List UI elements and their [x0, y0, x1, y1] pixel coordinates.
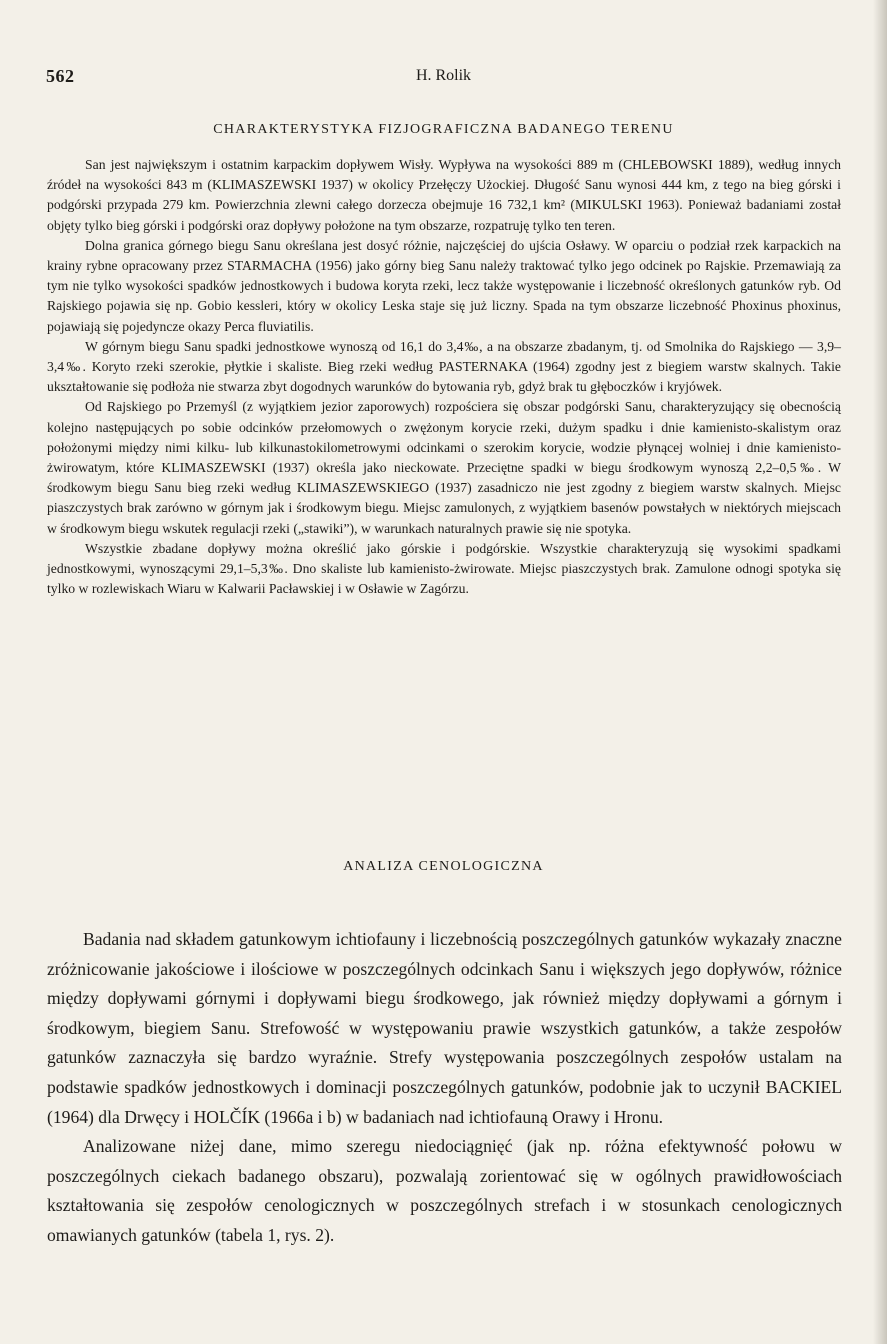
paragraph: Wszystkie zbadane dopływy można określić jako górskie i podgórskie. Wszystkie charakteryzują się wysokimi spadkami jednostkowymi, wynoszącymi 29,1–5,3‰. Dno skaliste lub kamienisto-żwirowate. Miejsc piaszczystych brak. Zamulone odnogi spotyka się tylko w rozlewiskach Wiaru w Kalwarii Pacławskiej i w Osławie w Zagórzu. [47, 540, 841, 597]
page-edge-shadow [873, 0, 887, 1344]
section-title-physiography: CHARAKTERYSTYKA FIZJOGRAFICZNA BADANEGO TERENU [213, 122, 674, 137]
page-number: 562 [46, 66, 75, 86]
paragraph: Badania nad składem gatunkowym ichtiofauny i liczebnością poszczególnych gatunków wykazały znaczne zróżnicowanie jakościowe i ilościowe w poszczególnych odcinkach Sanu i większych jego dopływów, różnice między dopływami górnymi i dopływami biegu środkowego, jak również między dopływami a górnym i środkowym, biegiem Sanu. Strefowość w występowaniu prawie wszystkich gatunków, a także zespołów gatunków zaznaczyła się bardzo wyraźnie. Strefy występowania poszczególnych zespołów ustalam na podstawie spadków jednostkowych i dominacji poszczególnych gatunków, podobnie jak to uczynił BACKIEL (1964) dla Drwęcy i HOLČÍK (1966a i b) w badaniach nad ichtiofauną Orawy i Hronu. [47, 929, 842, 1127]
paragraph: Analizowane niżej dane, mimo szeregu niedociągnięć (jak np. różna efektywność połowu w poszczególnych ciekach badanego obszaru), pozwalają zorientować się w ogólnych prawidłowościach kształtowania się zespołów cenologicznych w poszczególnych strefach i w stosunkach cenologicznych omawianych gatunków (tabela 1, rys. 2). [47, 1136, 842, 1245]
page-header [46, 66, 841, 90]
section-physiography-body [47, 155, 841, 599]
paragraph: W górnym biegu Sanu spadki jednostkowe wynoszą od 16,1 do 3,4‰, a na obszarze zbadanym, tj. od Smolnika do Rajskiego — 3,9–3,4‰. Koryto rzeki szerokie, płytkie i skaliste. Bieg rzeki według PASTERNAKA (1964) zgodny jest z biegiem warstw skalnych. Takie ukształtowanie się podłoża nie stwarza zbyt dogodnych warunków do bytowania ryb, gdyż brak tu głęboczków i kryjówek. [47, 338, 841, 395]
paragraph: Dolna granica górnego biegu Sanu określana jest dosyć różnie, najczęściej do ujścia Osławy. W oparciu o podział rzek karpackich na krainy rybne opracowany przez STARMACHA (1956) jako górny bieg Sanu należy traktować tylko jego odcinek po Rajskie. Przemawiają za tym nie tylko wysokości spadków jednostkowych i budowa koryta rzeki, lecz także występowanie i liczebność określonych gatunków ryb. Od Rajskiego pojawia się np. Gobio kessleri, który w okolicy Leska staje się już liczny. Spada na tym obszarze liczebność Phoxinus phoxinus, pojawiają się pojedyncze okazy Perca fluviatilis. [47, 237, 841, 334]
paragraph: San jest największym i ostatnim karpackim dopływem Wisły. Wypływa na wysokości 889 m (CHLEBOWSKI 1889), według innych źródeł na wysokości 843 m (KLIMASZEWSKI 1937) w okolicy Przełęczy Użockiej. Długość Sanu wynosi 444 km, z tego na bieg górski i podgórski przypada 279 km. Powierzchnia zlewni całego dorzecza obejmuje 16 732,1 km² (MIKULSKI 1963). Ponieważ badaniami został objęty tylko bieg górski i podgórski oraz dopływy położone na tym obszarze, rozpatruję tylko ten teren. [47, 157, 841, 233]
section-title-cenology: ANALIZA CENOLOGICZNA [343, 859, 544, 874]
running-head-author: H. Rolik [415, 67, 472, 84]
paragraph: Od Rajskiego po Przemyśl (z wyjątkiem jezior zaporowych) rozpościera się obszar podgórski Sanu, charakteryzujący się obecnością kolejno następujących po sobie odcinków przełomowych o zwężonym korycie rzeki, dużym spadku i dnie kamienisto-skalistym oraz położonymi między nimi kilku- lub kilkunastokilometrowymi odcinkami o szerokim korycie, wodzie płynącej wolniej i dnie kamienisto-żwirowatym, które KLIMASZEWSKI (1937) określa jako nieckowate. Przeciętne spadki w biegu środkowym wynoszą 2,2–0,5‰. W środkowym biegu Sanu bieg rzeki według KLIMASZEWSKIEGO (1937) zasadniczo nie jest zgodny z biegiem warstw skalnych. Miejsc piaszczystych brak zarówno w górnym jak i środkowym biegu. Miejsc zamulonych, z wyjątkiem basenów powstałych w niektórych miejscach w środkowym biegu wskutek regulacji rzeki („stawiki”), w warunkach naturalnych prawie się nie spotyka. [47, 399, 841, 536]
section-cenology-body [47, 925, 842, 1251]
